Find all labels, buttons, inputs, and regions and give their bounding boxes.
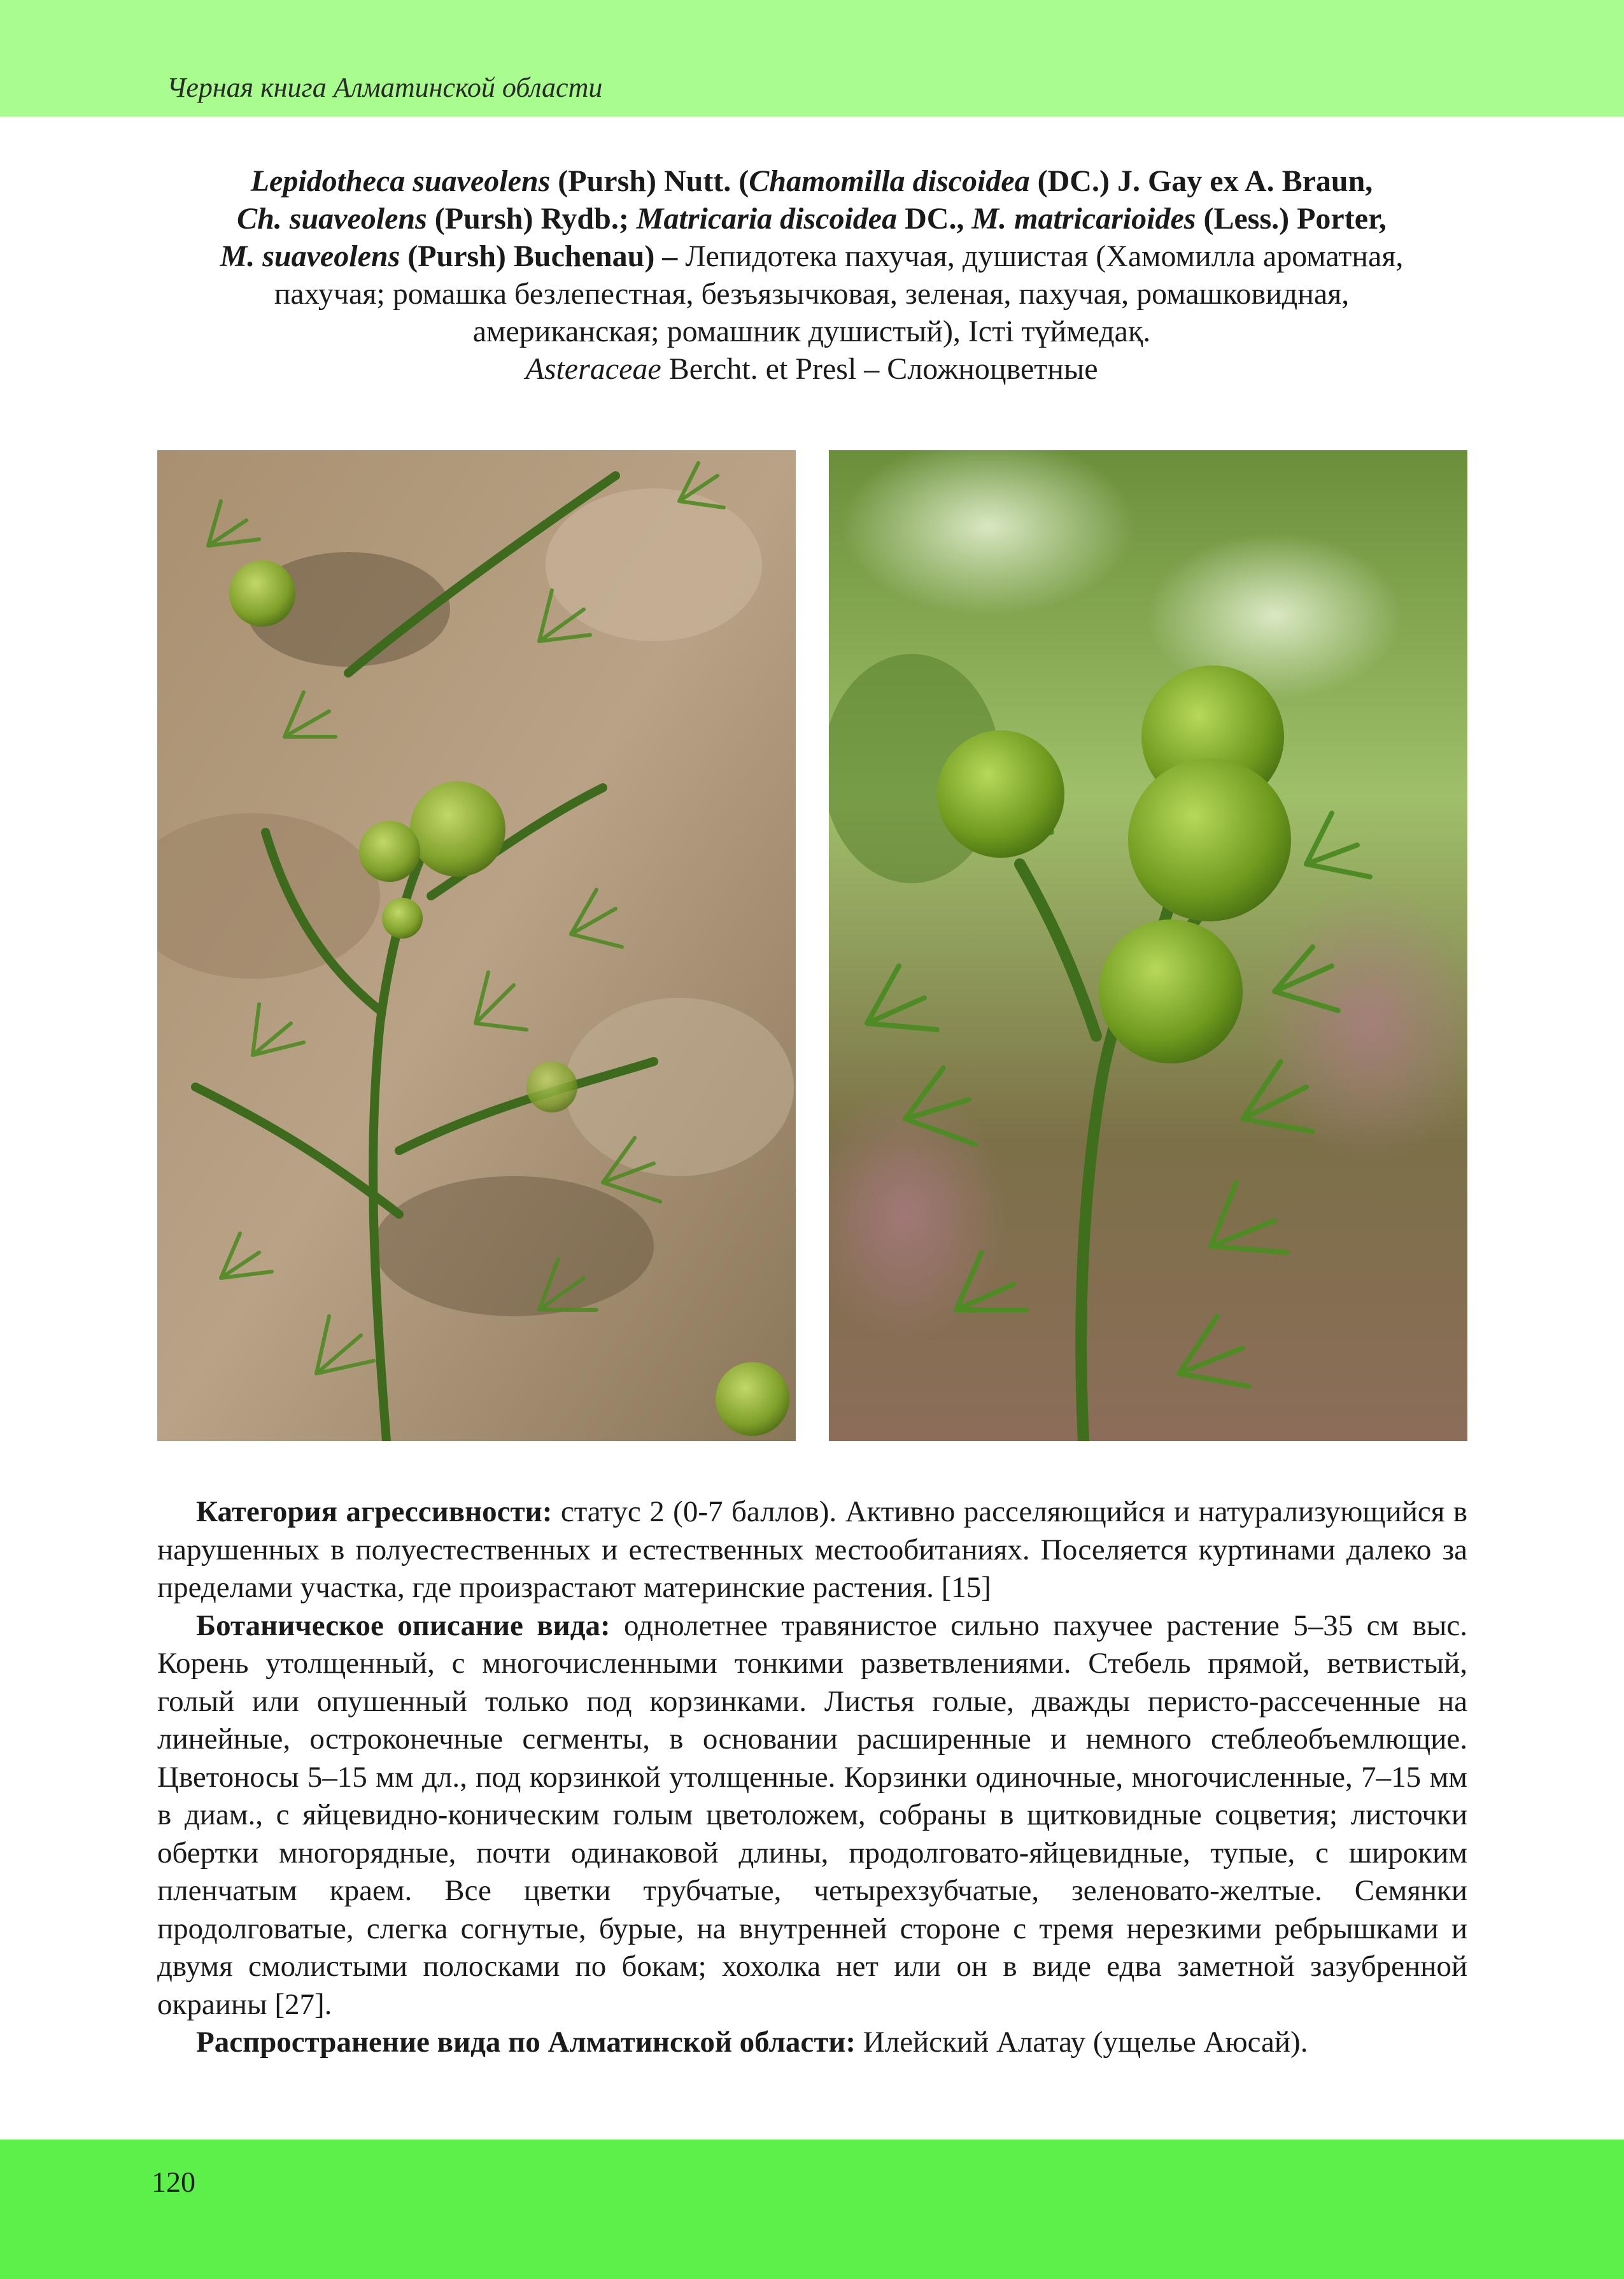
title-run: Matricaria discoidea [636, 202, 898, 236]
title-line-1 [146, 162, 1477, 200]
title-run: DC., [897, 202, 972, 236]
plant-photo-icon [157, 450, 796, 1441]
family-latin: Asteraceae [525, 352, 661, 386]
title-run: (Less.) Porter, [1196, 202, 1387, 236]
plant-photo-right [829, 450, 1467, 1441]
aggressiveness-text: статус 2 (0-7 баллов). Активно расселяющийся и натурализующийся в нарушенных в полуестественных и естественных местообитаниях. Поселяется куртинами далеко за пределами участка, где произрастают материнские растения. [15] [157, 1495, 1468, 1604]
footer-band [0, 2140, 1624, 2279]
title-line-3 [146, 238, 1477, 275]
title-line-4: пахучая; ромашка безлепестная, безъязычковая, зеленая, пахучая, ромашковидная, [274, 277, 1350, 311]
family-line [146, 350, 1477, 388]
family-rest: Bercht. et Presl – Сложноцветные [661, 352, 1098, 386]
title-line-2 [146, 200, 1477, 238]
title-run: M. matricarioides [971, 202, 1196, 236]
botanical-description-paragraph [157, 1607, 1467, 2024]
botanical-description-label: Ботаническое описание вида: [196, 1608, 611, 1642]
title-run: (Pursh) Buchenau) – [400, 239, 686, 273]
distribution-label: Распространение вида по Алматинской области: [196, 2026, 856, 2059]
title-line-5: американская; ромашник душистый), Істі түймедақ. [472, 315, 1151, 348]
plant-closeup-photo-icon [829, 450, 1467, 1441]
distribution-paragraph [157, 2024, 1467, 2062]
title-run: (Pursh) Rydb.; [427, 202, 637, 236]
botanical-description-text: однолетнее травянистое сильно пахучее растение 5–35 см выс. Корень утолщенный, с многочисленными тонкими разветвлениями. Стебель прямой, ветвистый, голый или опушенный только под корзинками. Листья голые, дважды перисто-рассеченные на линейные, остроконечные сегменты, в основании расширенные и немного стеблеобъемлющие. Цветоносы 5–15 мм дл., под корзинкой утолщенные. Корзинки одиночные, многочисленные, 7–15 мм в диам., с яйцевидно-коническим голым цветоложем, собраны в щитковидные соцветия; листочки обертки многорядные, почти одинаковой длины, продолговато-яйцевидные, тупые, с широким пленчатым краем. Все цветки трубчатые, четырехзубчатые, зеленовато-желтые. Семянки продолговатые, слегка согнутые, бурые, на внутренней стороне с тремя нерезкими ребрышками и двумя смолистыми полосками по бокам; хохолка нет или он в виде едва заметной зазубренной окраины [27]. [157, 1608, 1467, 2021]
aggressiveness-paragraph [157, 1493, 1467, 1607]
title-run: M. suaveolens [220, 239, 400, 273]
title-run: (Pursh) Nutt. ( [550, 164, 749, 198]
distribution-text: Илейский Алатау (ущелье Аюсай). [856, 2026, 1308, 2059]
title-run: Chamomilla discoidea [749, 164, 1030, 198]
aggressiveness-label: Категория агрессивности: [196, 1495, 553, 1528]
title-run: Lepidotheca suaveolens [250, 164, 551, 198]
species-title [146, 162, 1477, 388]
description-text [157, 1493, 1467, 2062]
plant-photo-left [157, 450, 796, 1441]
title-run: (DC.) J. Gay ex A. Braun, [1029, 164, 1373, 198]
title-run: Ch. suaveolens [237, 202, 427, 236]
running-header: Черная книга Алматинской области [167, 72, 603, 103]
title-run: Лепидотека пахучая, душистая (Хамомилла ароматная, [685, 239, 1404, 273]
page-number: 120 [152, 2166, 195, 2198]
